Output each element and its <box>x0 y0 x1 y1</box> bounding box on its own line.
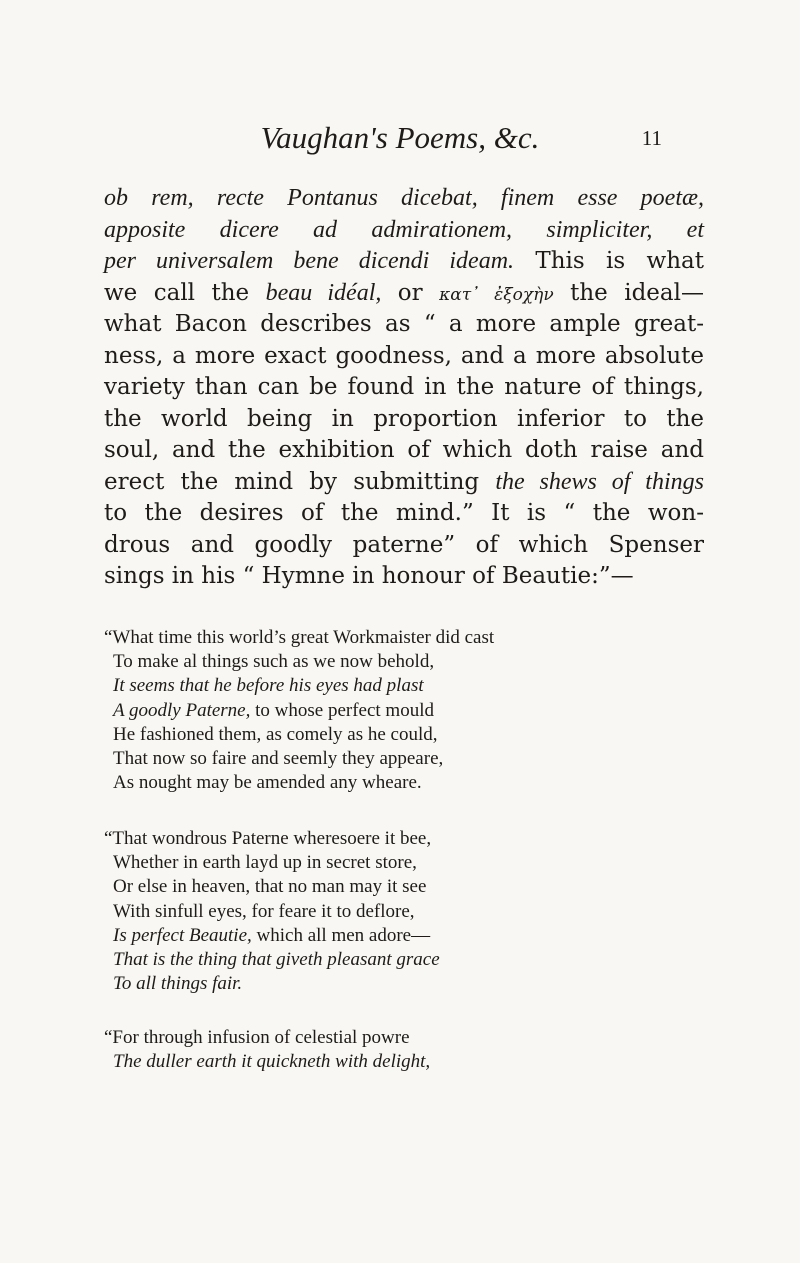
verse-stanza-2 <box>104 827 704 996</box>
italic-term: beau idéal, <box>265 279 382 306</box>
text-line <box>104 278 704 310</box>
verse-line: That is the thing that giveth pleasant grace <box>113 948 440 970</box>
verse-line: It seems that he before his eyes had plast <box>113 675 424 697</box>
prose-paragraph <box>104 183 704 593</box>
latin-quotation: ob rem, recte Pontanus dicebat, finem esse poetæ, <box>104 185 704 211</box>
text-line <box>104 183 704 215</box>
verse-line: “That wondrous Paterne wheresoere it bee, <box>104 828 432 849</box>
text-segment: erect the mind by submitting <box>104 468 496 495</box>
text-line: sings in his “ Hymne in honour of Beautie:”— <box>104 563 634 589</box>
text-line: the world being in proportion inferior to the <box>104 405 704 432</box>
verse-line: With sinfull eyes, for feare it to deflore, <box>113 900 415 922</box>
page-number: 11 <box>641 126 662 150</box>
text-line <box>104 246 704 278</box>
verse-line: To all things fair. <box>113 973 243 995</box>
text-segment: This is what <box>514 248 704 274</box>
latin-quotation: per universalem bene dicendi ideam. <box>104 248 515 274</box>
verse-line: Whether in earth layd up in secret store, <box>113 852 417 874</box>
text-line <box>104 215 704 247</box>
verse-stanza-1 <box>104 626 704 795</box>
text-line: what Bacon describes as “ a more ample great- <box>104 311 704 337</box>
italic-phrase: A goodly Paterne, <box>113 699 251 721</box>
text-line: variety than can be found in the nature of things, <box>104 374 704 400</box>
verse-line <box>104 924 704 948</box>
text-line: to the desires of the mind.” It is “ the won- <box>104 500 704 526</box>
text-segment: or <box>381 279 440 306</box>
verse-line: As nought may be amended any wheare. <box>113 772 422 794</box>
verse-line: That now so faire and seemly they appeare, <box>113 747 444 769</box>
text-segment: the ideal— <box>553 279 704 306</box>
italic-phrase: the shews of things <box>495 468 704 495</box>
verse-line: To make al things such as we now behold, <box>113 651 435 673</box>
verse-line: “What time this world’s great Workmaister did cast <box>104 627 495 648</box>
text-line <box>104 467 704 499</box>
latin-quotation: apposite dicere ad admirationem, simpliciter, et <box>104 216 704 243</box>
running-head <box>0 120 800 160</box>
verse-stanza-3 <box>104 1026 704 1074</box>
running-title: Vaughan's Poems, &c. <box>260 120 540 155</box>
verse-line: Or else in heaven, that no man may it see <box>113 876 427 898</box>
text-segment: to whose perfect mould <box>250 699 434 721</box>
text-line: ness, a more exact goodness, and a more absolute <box>104 342 704 369</box>
verse-line: “For through infusion of celestial powre <box>104 1027 410 1048</box>
italic-phrase: Is perfect Beautie, <box>113 924 252 946</box>
text-segment: which all men adore— <box>251 924 431 946</box>
verse-line: He fashioned them, as comely as he could, <box>113 723 438 745</box>
greek-phrase: κατ᾽ ἐξοχὴν <box>439 284 554 305</box>
text-segment: we call the <box>104 279 266 306</box>
text-line: soul, and the exhibition of which doth raise and <box>104 437 704 463</box>
verse-line <box>104 699 704 723</box>
verse-line: The duller earth it quickneth with delight, <box>113 1051 431 1073</box>
text-line: drous and goodly paterne” of which Spenser <box>104 531 704 558</box>
